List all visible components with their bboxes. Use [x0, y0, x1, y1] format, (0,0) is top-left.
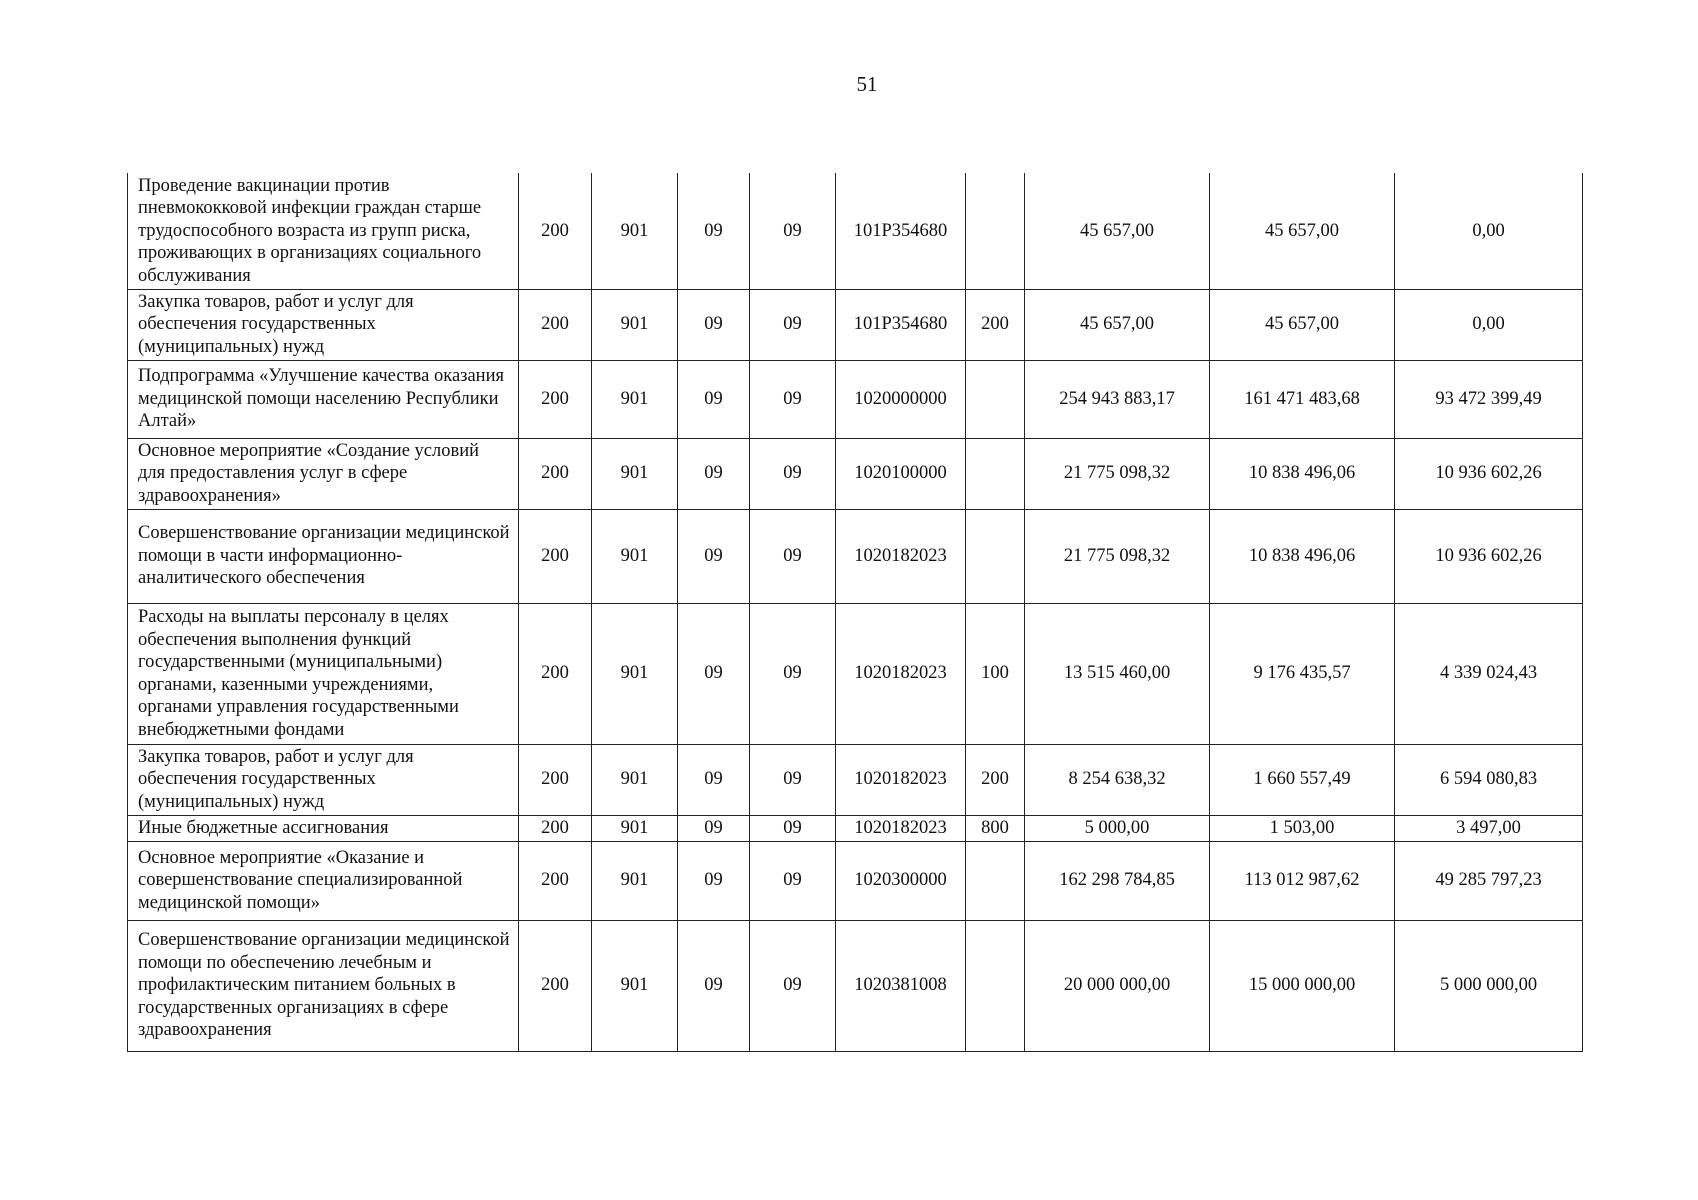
cell-amount-3: 4 339 024,43 [1395, 603, 1583, 744]
cell-code-2: 901 [592, 360, 678, 438]
row-name: Подпрограмма «Улучшение качества оказания медицинской помощи населению Республики Алтай» [128, 360, 519, 438]
table-row [128, 815, 1583, 841]
cell-amount-2: 45 657,00 [1210, 173, 1395, 289]
cell-code-2: 901 [592, 289, 678, 360]
cell-amount-2: 113 012 987,62 [1210, 841, 1395, 920]
cell-target-code: 1020182023 [836, 603, 966, 744]
cell-code-1: 200 [519, 438, 592, 509]
cell-code-2: 901 [592, 815, 678, 841]
cell-code-2: 901 [592, 744, 678, 815]
cell-code-3: 09 [678, 841, 750, 920]
cell-target-code: 101P354680 [836, 289, 966, 360]
cell-target-code: 1020100000 [836, 438, 966, 509]
cell-amount-2: 15 000 000,00 [1210, 920, 1395, 1051]
table-row [128, 920, 1583, 1051]
cell-amount-1: 5 000,00 [1025, 815, 1210, 841]
cell-code-1: 200 [519, 841, 592, 920]
cell-code-4: 09 [750, 438, 836, 509]
cell-expense-type: 200 [966, 744, 1025, 815]
cell-amount-3: 10 936 602,26 [1395, 438, 1583, 509]
cell-expense-type: 800 [966, 815, 1025, 841]
table-row [128, 289, 1583, 360]
cell-amount-2: 1 503,00 [1210, 815, 1395, 841]
row-name: Расходы на выплаты персоналу в целях обеспечения выполнения функций государственными (муниципальными) органами, казенными учреждениями, органами управления государственными внебюджетными фондами [128, 603, 519, 744]
cell-expense-type [966, 920, 1025, 1051]
table-row [128, 603, 1583, 744]
cell-target-code: 1020182023 [836, 509, 966, 603]
cell-code-2: 901 [592, 920, 678, 1051]
cell-code-3: 09 [678, 603, 750, 744]
cell-amount-3: 5 000 000,00 [1395, 920, 1583, 1051]
cell-amount-1: 254 943 883,17 [1025, 360, 1210, 438]
cell-code-4: 09 [750, 360, 836, 438]
cell-code-2: 901 [592, 841, 678, 920]
cell-code-2: 901 [592, 509, 678, 603]
cell-code-4: 09 [750, 289, 836, 360]
cell-code-3: 09 [678, 289, 750, 360]
cell-amount-3: 93 472 399,49 [1395, 360, 1583, 438]
cell-amount-1: 162 298 784,85 [1025, 841, 1210, 920]
cell-code-1: 200 [519, 509, 592, 603]
row-name: Основное мероприятие «Оказание и совершенствование специализированной медицинской помощи» [128, 841, 519, 920]
cell-amount-1: 45 657,00 [1025, 173, 1210, 289]
table-row [128, 360, 1583, 438]
cell-expense-type: 200 [966, 289, 1025, 360]
cell-amount-3: 49 285 797,23 [1395, 841, 1583, 920]
cell-code-4: 09 [750, 841, 836, 920]
cell-amount-1: 20 000 000,00 [1025, 920, 1210, 1051]
cell-amount-1: 21 775 098,32 [1025, 509, 1210, 603]
cell-code-3: 09 [678, 509, 750, 603]
row-name: Закупка товаров, работ и услуг для обеспечения государственных (муниципальных) нужд [128, 744, 519, 815]
cell-amount-3: 6 594 080,83 [1395, 744, 1583, 815]
cell-code-2: 901 [592, 603, 678, 744]
cell-target-code: 1020182023 [836, 815, 966, 841]
cell-amount-2: 10 838 496,06 [1210, 509, 1395, 603]
cell-amount-2: 45 657,00 [1210, 289, 1395, 360]
budget-table [127, 173, 1583, 1052]
cell-code-1: 200 [519, 289, 592, 360]
row-name: Совершенствование организации медицинской помощи в части информационно-аналитического обеспечения [128, 509, 519, 603]
cell-code-1: 200 [519, 920, 592, 1051]
cell-code-3: 09 [678, 173, 750, 289]
cell-code-1: 200 [519, 815, 592, 841]
cell-amount-3: 0,00 [1395, 173, 1583, 289]
table-row [128, 744, 1583, 815]
cell-expense-type [966, 841, 1025, 920]
cell-amount-3: 10 936 602,26 [1395, 509, 1583, 603]
cell-target-code: 1020182023 [836, 744, 966, 815]
cell-expense-type [966, 173, 1025, 289]
cell-code-3: 09 [678, 438, 750, 509]
cell-expense-type [966, 438, 1025, 509]
table-row [128, 841, 1583, 920]
row-name: Закупка товаров, работ и услуг для обеспечения государственных (муниципальных) нужд [128, 289, 519, 360]
cell-amount-2: 9 176 435,57 [1210, 603, 1395, 744]
cell-code-4: 09 [750, 603, 836, 744]
cell-amount-2: 1 660 557,49 [1210, 744, 1395, 815]
cell-code-4: 09 [750, 920, 836, 1051]
row-name: Основное мероприятие «Создание условий для предоставления услуг в сфере здравоохранения» [128, 438, 519, 509]
cell-code-4: 09 [750, 509, 836, 603]
page-number: 51 [856, 72, 878, 96]
cell-amount-1: 8 254 638,32 [1025, 744, 1210, 815]
table-row [128, 509, 1583, 603]
cell-code-3: 09 [678, 815, 750, 841]
cell-amount-2: 10 838 496,06 [1210, 438, 1395, 509]
cell-amount-1: 21 775 098,32 [1025, 438, 1210, 509]
cell-code-3: 09 [678, 744, 750, 815]
cell-code-2: 901 [592, 438, 678, 509]
cell-target-code: 1020000000 [836, 360, 966, 438]
cell-target-code: 101P354680 [836, 173, 966, 289]
cell-code-1: 200 [519, 360, 592, 438]
cell-amount-2: 161 471 483,68 [1210, 360, 1395, 438]
cell-amount-1: 45 657,00 [1025, 289, 1210, 360]
cell-code-1: 200 [519, 173, 592, 289]
cell-code-4: 09 [750, 744, 836, 815]
cell-code-2: 901 [592, 173, 678, 289]
cell-expense-type: 100 [966, 603, 1025, 744]
cell-code-1: 200 [519, 603, 592, 744]
cell-target-code: 1020381008 [836, 920, 966, 1051]
row-name: Иные бюджетные ассигнования [128, 815, 519, 841]
cell-amount-3: 0,00 [1395, 289, 1583, 360]
cell-code-4: 09 [750, 815, 836, 841]
cell-code-1: 200 [519, 744, 592, 815]
cell-amount-3: 3 497,00 [1395, 815, 1583, 841]
table-row [128, 438, 1583, 509]
cell-code-4: 09 [750, 173, 836, 289]
cell-expense-type [966, 509, 1025, 603]
cell-expense-type [966, 360, 1025, 438]
row-name: Совершенствование организации медицинской помощи по обеспечению лечебным и профилактическим питанием больных в государственных организациях в сфере здравоохранения [128, 920, 519, 1051]
table-row [128, 173, 1583, 289]
row-name: Проведение вакцинации против пневмококковой инфекции граждан старше трудоспособного возраста из групп риска, проживающих в организациях социального обслуживания [128, 173, 519, 289]
cell-code-3: 09 [678, 920, 750, 1051]
cell-target-code: 1020300000 [836, 841, 966, 920]
cell-amount-1: 13 515 460,00 [1025, 603, 1210, 744]
cell-code-3: 09 [678, 360, 750, 438]
